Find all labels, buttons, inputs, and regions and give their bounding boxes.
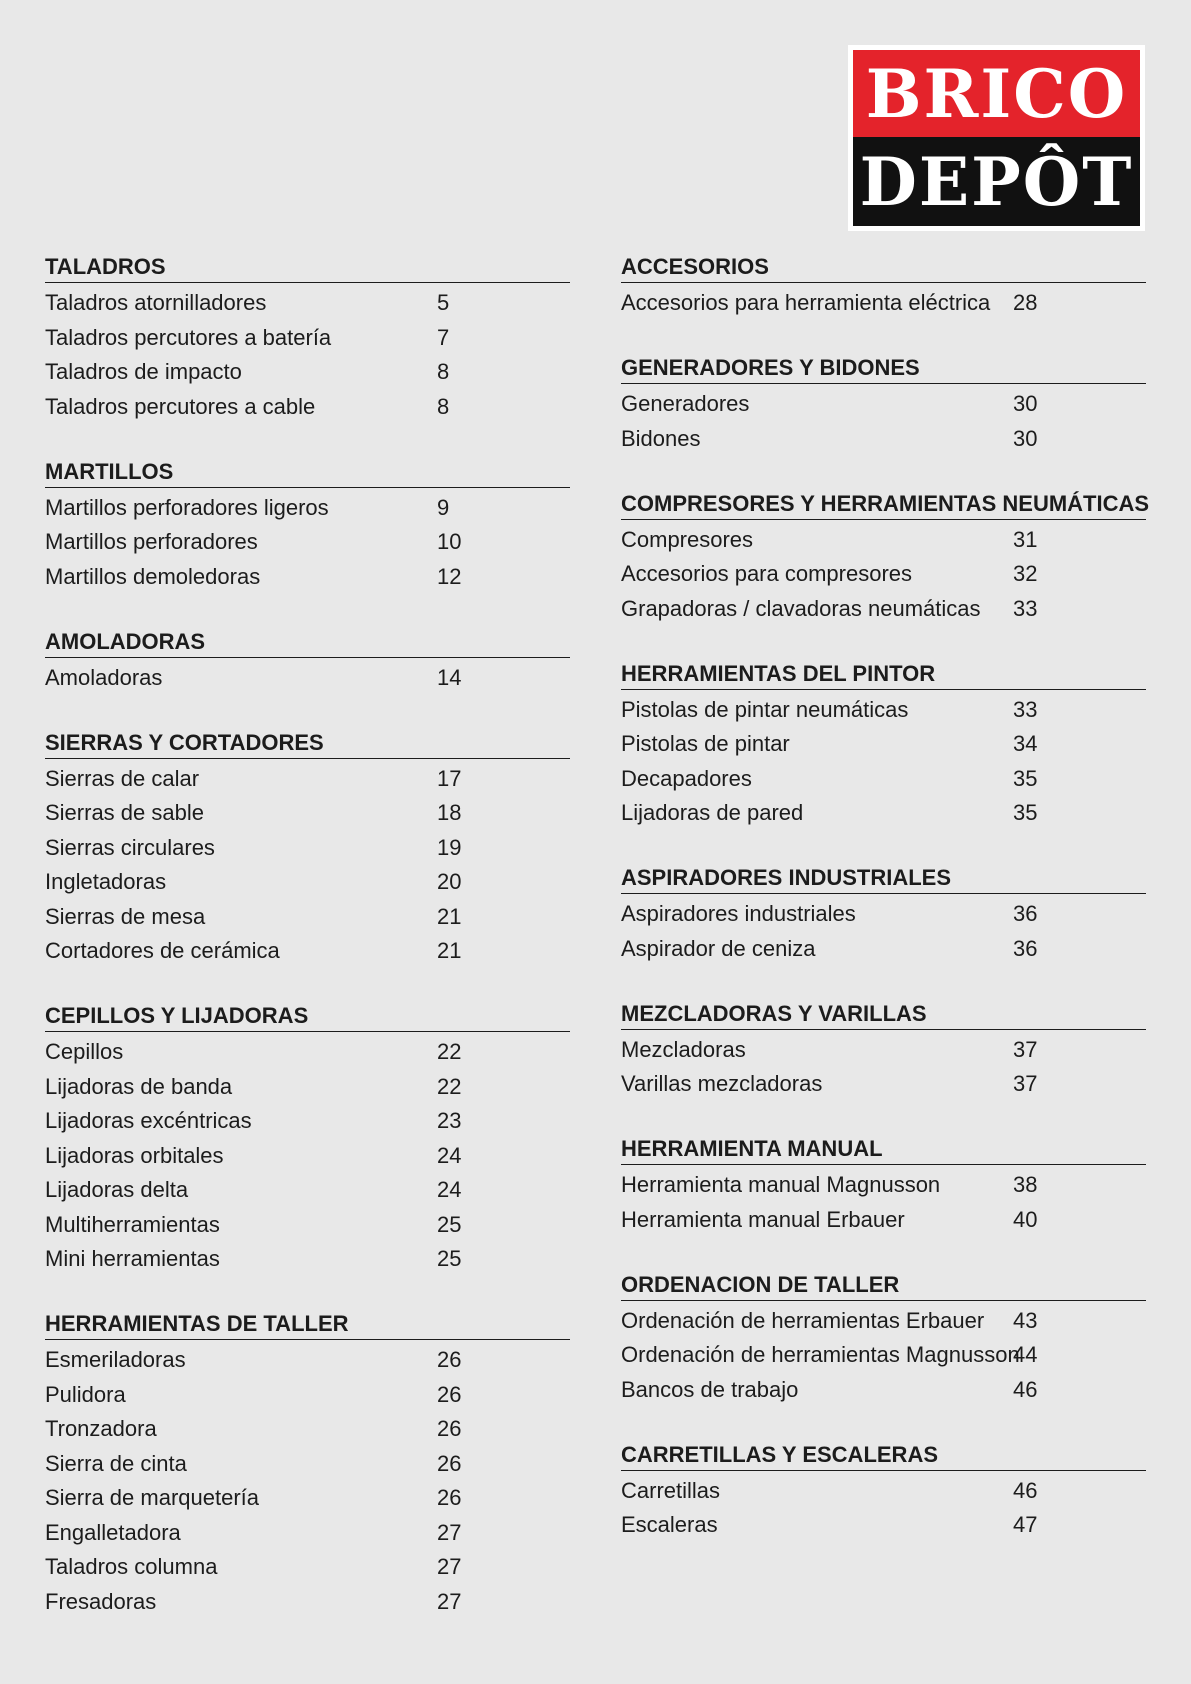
entry-label: Sierras de sable (45, 800, 204, 826)
entry-label: Tronzadora (45, 1416, 157, 1442)
entry-page-number: 21 (437, 903, 462, 929)
entry-label: Lijadoras de pared (621, 800, 804, 826)
toc-section (45, 629, 570, 696)
entry-label: Taladros columna (45, 1554, 218, 1580)
entry-page-number: 30 (1013, 425, 1038, 451)
entry-page-number: 17 (437, 765, 462, 791)
toc-section (621, 865, 1146, 966)
toc-entry (45, 1481, 570, 1516)
entry-label: Taladros percutores a cable (45, 393, 316, 419)
entry-page-number: 18 (437, 800, 462, 826)
entry-page-number: 36 (1013, 901, 1038, 927)
section-title: COMPRESORES Y HERRAMIENTAS NEUMÁTICAS (621, 491, 1146, 520)
entry-page-number: 33 (1013, 696, 1038, 722)
entry-page-number: 5 (437, 290, 450, 316)
entry-label: Amoladoras (45, 664, 163, 690)
entry-page-number: 36 (1013, 935, 1038, 961)
toc-entry (45, 1447, 570, 1482)
entry-label: Accesorios para herramienta eléctrica (621, 290, 991, 316)
entry-label: Sierra de marquetería (45, 1485, 259, 1511)
entry-page-number: 38 (1013, 1172, 1038, 1198)
toc-entry (621, 932, 1146, 967)
toc-entry (45, 1516, 570, 1551)
entry-page-number: 32 (1013, 561, 1038, 587)
entry-label: Herramienta manual Erbauer (621, 1206, 905, 1232)
toc-entry (45, 525, 570, 560)
entry-label: Herramienta manual Magnusson (621, 1172, 941, 1198)
toc-entry (45, 1173, 570, 1208)
logo-top-text: BRICO (853, 50, 1140, 137)
toc-entry (45, 661, 570, 696)
toc-entry (621, 557, 1146, 592)
right-column (621, 254, 1150, 1577)
toc-section (621, 661, 1146, 831)
entry-label: Lijadoras orbitales (45, 1142, 224, 1168)
section-title: MARTILLOS (45, 459, 570, 488)
toc-entry (45, 1208, 570, 1243)
toc-entry (45, 1104, 570, 1139)
entry-page-number: 25 (437, 1211, 462, 1237)
toc-entry (45, 1035, 570, 1070)
toc-entry (45, 1070, 570, 1105)
entry-page-number: 35 (1013, 765, 1038, 791)
entry-page-number: 30 (1013, 391, 1038, 417)
entry-page-number: 26 (437, 1381, 462, 1407)
section-title: CEPILLOS Y LIJADORAS (45, 1003, 570, 1032)
toc-section (45, 254, 570, 424)
entry-page-number: 37 (1013, 1036, 1038, 1062)
entry-page-number: 27 (437, 1519, 462, 1545)
entry-label: Cepillos (45, 1039, 124, 1065)
toc-section (621, 1001, 1146, 1102)
entry-label: Pistolas de pintar (621, 731, 790, 757)
section-title: GENERADORES Y BIDONES (621, 355, 1146, 384)
entry-page-number: 35 (1013, 800, 1038, 826)
entry-page-number: 26 (437, 1347, 462, 1373)
toc-section (45, 730, 570, 969)
entry-label: Multiherramientas (45, 1211, 220, 1237)
toc-entry (621, 1033, 1146, 1068)
toc-entry (621, 387, 1146, 422)
entry-label: Mini herramientas (45, 1246, 220, 1272)
entry-label: Compresores (621, 526, 754, 552)
entry-label: Sierras de mesa (45, 903, 206, 929)
brico-depot-logo (848, 45, 1145, 231)
entry-label: Aspirador de ceniza (621, 935, 816, 961)
entry-page-number: 44 (1013, 1342, 1038, 1368)
entry-label: Martillos perforadores (45, 529, 258, 555)
toc-section (621, 490, 1150, 627)
entry-label: Martillos perforadores ligeros (45, 494, 329, 520)
toc-entry (621, 1508, 1146, 1543)
entry-label: Sierras de calar (45, 765, 200, 791)
section-title: AMOLADORAS (45, 629, 570, 658)
entry-page-number: 43 (1013, 1307, 1038, 1333)
entry-label: Ordenación de herramientas Magnusson (621, 1342, 1020, 1368)
entry-label: Taladros de impacto (45, 359, 242, 385)
toc-entry (621, 897, 1146, 932)
entry-label: Pistolas de pintar neumáticas (621, 696, 909, 722)
entry-page-number: 20 (437, 869, 462, 895)
section-title: ASPIRADORES INDUSTRIALES (621, 865, 1146, 894)
entry-page-number: 25 (437, 1246, 462, 1272)
toc-section (621, 1136, 1146, 1237)
entry-page-number: 22 (437, 1039, 462, 1065)
toc-entry (621, 523, 1146, 558)
entry-label: Lijadoras excéntricas (45, 1108, 252, 1134)
toc-section (621, 1442, 1146, 1543)
toc-entry (45, 560, 570, 595)
entry-label: Sierra de cinta (45, 1450, 187, 1476)
section-title: TALADROS (45, 254, 570, 283)
entry-label: Mezcladoras (621, 1036, 746, 1062)
toc-section (621, 254, 1146, 321)
entry-page-number: 27 (437, 1554, 462, 1580)
section-title: SIERRAS Y CORTADORES (45, 730, 570, 759)
toc-entry (621, 1373, 1146, 1408)
toc-entry (621, 1338, 1146, 1373)
toc-entry (621, 796, 1146, 831)
toc-section (45, 1003, 570, 1277)
entry-label: Esmeriladoras (45, 1347, 186, 1373)
toc-entry (45, 900, 570, 935)
entry-label: Decapadores (621, 765, 752, 791)
logo-bottom-text: DEPÔT (853, 137, 1140, 226)
entry-page-number: 19 (437, 834, 462, 860)
entry-page-number: 34 (1013, 731, 1038, 757)
section-title: MEZCLADORAS Y VARILLAS (621, 1001, 1146, 1030)
entry-label: Ordenación de herramientas Erbauer (621, 1307, 985, 1333)
toc-entry (621, 727, 1146, 762)
entry-page-number: 26 (437, 1485, 462, 1511)
toc-entry (45, 865, 570, 900)
toc-entry (45, 491, 570, 526)
entry-page-number: 22 (437, 1073, 462, 1099)
entry-page-number: 10 (437, 529, 462, 555)
entry-label: Grapadoras / clavadoras neumáticas (621, 595, 981, 621)
toc-entry (45, 1412, 570, 1447)
entry-label: Aspiradores industriales (621, 901, 856, 927)
toc-entry (45, 286, 570, 321)
entry-page-number: 46 (1013, 1376, 1038, 1402)
entry-label: Pulidora (45, 1381, 126, 1407)
entry-label: Bidones (621, 425, 701, 451)
entry-page-number: 26 (437, 1450, 462, 1476)
toc-entry (45, 321, 570, 356)
section-title: ORDENACION DE TALLER (621, 1272, 1146, 1301)
entry-page-number: 47 (1013, 1512, 1038, 1538)
entry-label: Fresadoras (45, 1588, 157, 1614)
toc-entry (621, 1067, 1146, 1102)
toc-entry (45, 831, 570, 866)
entry-label: Cortadores de cerámica (45, 938, 280, 964)
toc-section (621, 1272, 1146, 1408)
entry-label: Martillos demoledoras (45, 563, 261, 589)
section-title: HERRAMIENTAS DEL PINTOR (621, 661, 1146, 690)
toc-entry (621, 762, 1146, 797)
toc-entry (45, 1550, 570, 1585)
entry-page-number: 37 (1013, 1071, 1038, 1097)
toc-entry (45, 796, 570, 831)
entry-page-number: 7 (437, 324, 450, 350)
entry-page-number: 21 (437, 938, 462, 964)
left-column (45, 254, 570, 1654)
section-title: HERRAMIENTA MANUAL (621, 1136, 1146, 1165)
entry-page-number: 27 (437, 1588, 462, 1614)
toc-entry (621, 1304, 1146, 1339)
entry-label: Bancos de trabajo (621, 1376, 799, 1402)
section-title: ACCESORIOS (621, 254, 1146, 283)
toc-entry (45, 1585, 570, 1620)
entry-page-number: 8 (437, 359, 450, 385)
entry-label: Carretillas (621, 1477, 721, 1503)
entry-page-number: 31 (1013, 526, 1038, 552)
section-title: HERRAMIENTAS DE TALLER (45, 1311, 570, 1340)
toc-entry (621, 1474, 1146, 1509)
entry-label: Engalletadora (45, 1519, 181, 1545)
toc-section (621, 355, 1146, 456)
section-title: CARRETILLAS Y ESCALERAS (621, 1442, 1146, 1471)
entry-label: Taladros percutores a batería (45, 324, 332, 350)
entry-label: Ingletadoras (45, 869, 167, 895)
toc-entry (621, 422, 1146, 457)
entry-label: Generadores (621, 391, 750, 417)
toc-entry (45, 1343, 570, 1378)
toc-entry (621, 592, 1146, 627)
toc-entry (45, 355, 570, 390)
toc-entry (45, 1242, 570, 1277)
entry-label: Lijadoras delta (45, 1177, 189, 1203)
entry-page-number: 26 (437, 1416, 462, 1442)
toc-section (45, 1311, 570, 1619)
entry-label: Accesorios para compresores (621, 561, 913, 587)
toc-entry (45, 1139, 570, 1174)
toc-entry (621, 1203, 1146, 1238)
toc-entry (45, 390, 570, 425)
entry-page-number: 24 (437, 1142, 462, 1168)
entry-page-number: 23 (437, 1108, 462, 1134)
entry-label: Taladros atornilladores (45, 290, 267, 316)
toc-entry (621, 693, 1146, 728)
toc-entry (45, 762, 570, 797)
entry-page-number: 46 (1013, 1477, 1038, 1503)
entry-page-number: 9 (437, 494, 450, 520)
entry-label: Lijadoras de banda (45, 1073, 233, 1099)
toc-entry (621, 286, 1146, 321)
entry-page-number: 28 (1013, 290, 1038, 316)
entry-page-number: 33 (1013, 595, 1038, 621)
toc-entry (45, 1378, 570, 1413)
toc-entry (621, 1168, 1146, 1203)
entry-page-number: 8 (437, 393, 450, 419)
entry-page-number: 24 (437, 1177, 462, 1203)
entry-page-number: 40 (1013, 1206, 1038, 1232)
toc-entry (45, 934, 570, 969)
toc-section (45, 459, 570, 595)
entry-page-number: 12 (437, 563, 462, 589)
entry-label: Varillas mezcladoras (621, 1071, 823, 1097)
entry-label: Escaleras (621, 1512, 718, 1538)
entry-label: Sierras circulares (45, 834, 215, 860)
entry-page-number: 14 (437, 664, 462, 690)
